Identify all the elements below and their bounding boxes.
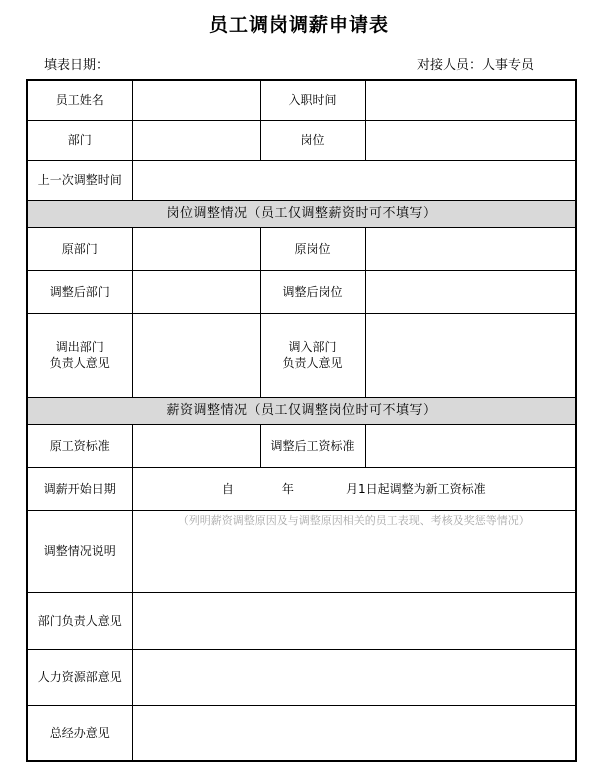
new-department-label: 调整后部门 (27, 270, 132, 313)
out-dept-line1: 调出部门 (55, 340, 104, 354)
explanation-field[interactable] (132, 510, 576, 592)
explanation-hint: （列明薪资调整原因及与调整原因相关的员工表现、考核及奖惩等情况） (177, 513, 530, 527)
employee-name-label: 员工姓名 (27, 80, 132, 120)
out-dept-line2: 负责人意见 (49, 356, 110, 370)
orig-department-field[interactable] (132, 227, 260, 270)
gm-office-opinion-label: 总经办意见 (27, 705, 132, 761)
dept-head-opinion-field[interactable] (132, 592, 576, 649)
department-label: 部门 (27, 120, 132, 160)
contact-label: 对接人员：人事专员 (416, 58, 534, 73)
orig-position-field[interactable] (365, 227, 576, 270)
in-dept-line1: 调入部门 (288, 340, 337, 354)
last-adjust-time-label: 上一次调整时间 (27, 160, 132, 200)
position-label: 岗位 (260, 120, 365, 160)
last-adjust-time-field[interactable] (132, 160, 576, 200)
orig-salary-field[interactable] (132, 424, 260, 467)
explanation-label: 调整情况说明 (27, 510, 132, 592)
orig-department-label: 原部门 (27, 227, 132, 270)
fill-date-label: 填表日期： (44, 58, 110, 73)
hr-dept-opinion-label: 人力资源部意见 (27, 649, 132, 705)
dept-head-opinion-label: 部门负责人意见 (27, 592, 132, 649)
new-position-field[interactable] (365, 270, 576, 313)
date-year-text: 年 (281, 481, 294, 496)
date-from-text: 自 (221, 481, 234, 496)
date-rest-text: 月1日起调整为新工资标准 (345, 481, 486, 496)
position-section-header: 岗位调整情况（员工仅调整薪资时可不填写） (27, 200, 576, 227)
hire-date-label: 入职时间 (260, 80, 365, 120)
out-dept-opinion-field[interactable] (132, 313, 260, 397)
orig-salary-label: 原工资标准 (27, 424, 132, 467)
employee-name-field[interactable] (132, 80, 260, 120)
new-salary-label: 调整后工资标准 (260, 424, 365, 467)
new-position-label: 调整后岗位 (260, 270, 365, 313)
position-field[interactable] (365, 120, 576, 160)
in-dept-opinion-field[interactable] (365, 313, 576, 397)
department-field[interactable] (132, 120, 260, 160)
out-dept-opinion-label (27, 313, 132, 397)
new-department-field[interactable] (132, 270, 260, 313)
orig-position-label: 原岗位 (260, 227, 365, 270)
in-dept-line2: 负责人意见 (282, 356, 343, 370)
hire-date-field[interactable] (365, 80, 576, 120)
gm-office-opinion-field[interactable] (132, 705, 576, 761)
form-title: 员工调岗调薪申请表 (208, 14, 389, 36)
salary-start-date-label: 调薪开始日期 (27, 467, 132, 510)
in-dept-opinion-label (260, 313, 365, 397)
salary-section-header: 薪资调整情况（员工仅调整岗位时可不填写） (27, 397, 576, 424)
hr-dept-opinion-field[interactable] (132, 649, 576, 705)
new-salary-field[interactable] (365, 424, 576, 467)
application-form-table (26, 79, 577, 762)
salary-start-date-field[interactable] (132, 467, 576, 510)
